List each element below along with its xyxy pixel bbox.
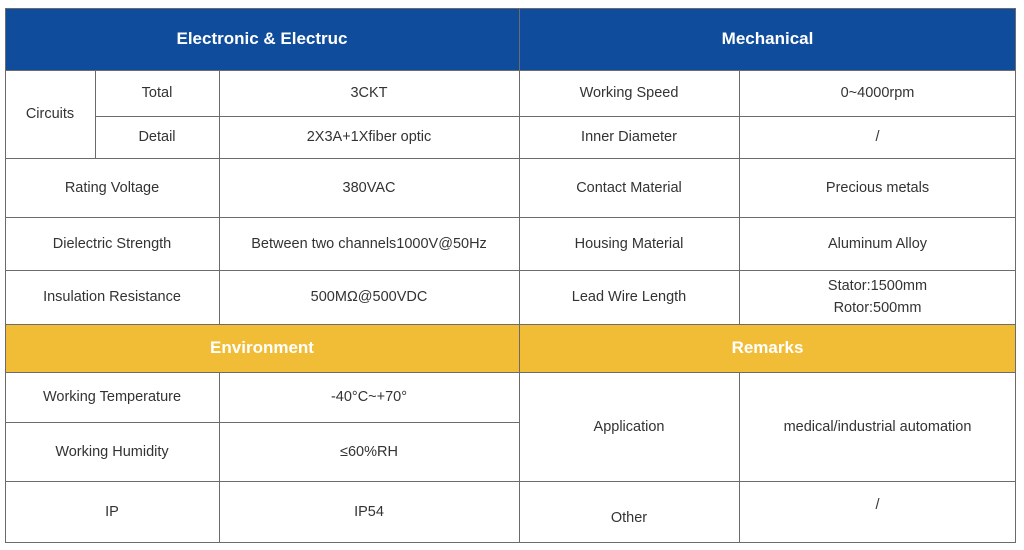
working-humidity-value: ≤60%RH [340,443,398,460]
insulation-resistance-value: 500MΩ@500VDC [310,289,428,305]
detail-label: Detail [138,129,176,145]
total-value: 3CKT [350,85,388,101]
other-label: Other [610,509,648,526]
grid-line [5,542,1016,543]
grid-line [5,8,1016,9]
application-value: medical/industrial automation [783,418,972,435]
other-value: / [875,496,880,513]
inner-diameter-label: Inner Diameter [581,129,677,145]
insulation-resistance-label: Insulation Resistance [43,289,181,305]
ip-value: IP54 [354,503,384,520]
lead-wire-stator: Stator:1500mm [827,278,928,294]
application-label: Application [593,418,665,435]
header-mechanical: Mechanical [721,29,814,48]
header-remarks: Remarks [731,338,804,357]
lead-wire-rotor: Rotor:500mm [833,300,922,316]
housing-material-value: Aluminum Alloy [827,235,928,252]
rating-voltage-label: Rating Voltage [64,179,160,196]
header-environment: Environment [210,338,314,357]
detail-value: 2X3A+1Xfiber optic [306,129,432,145]
ip-label: IP [105,503,119,520]
inner-diameter-value: / [875,129,880,145]
working-humidity-label: Working Humidity [55,443,169,460]
total-label: Total [141,85,173,101]
dielectric-strength-value: Between two channels1000V@50Hz [251,235,487,252]
dielectric-strength-label: Dielectric Strength [52,235,172,252]
working-temperature-value: -40°C~+70° [330,389,408,405]
grid-line [5,324,1016,325]
spec-table [5,8,1016,543]
contact-material-label: Contact Material [576,179,682,196]
header-electronic: Electronic & Electruc [176,29,348,48]
housing-material-label: Housing Material [574,235,684,252]
working-speed-value: 0~4000rpm [840,85,915,101]
circuits-label: Circuits [25,106,75,122]
contact-material-value: Precious metals [825,179,930,196]
rating-voltage-value: 380VAC [342,179,396,196]
lead-wire-length-value [739,270,1016,324]
working-speed-label: Working Speed [579,85,679,101]
working-temperature-label: Working Temperature [42,389,182,405]
lead-wire-length-label: Lead Wire Length [571,289,687,305]
